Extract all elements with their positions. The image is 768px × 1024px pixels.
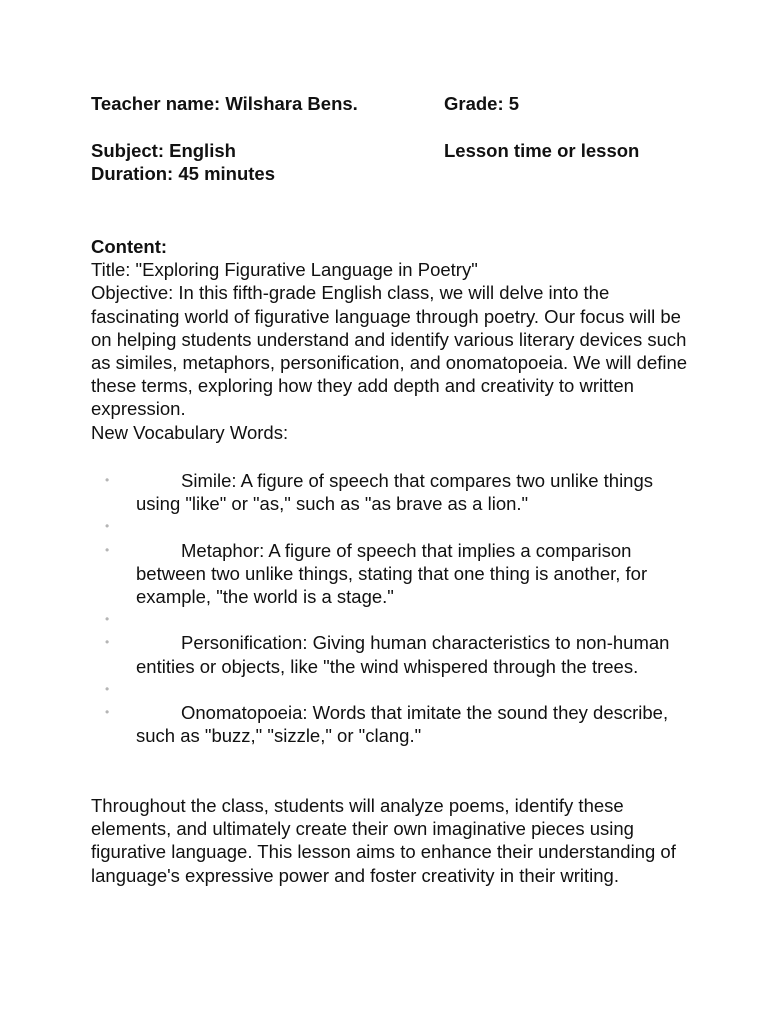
- vocabulary-heading: New Vocabulary Words:: [91, 421, 289, 443]
- objective-paragraph: Objective: In this fifth-grade English class, we will delve into the fascinating world of figurative language through poetry. Our focus will be on helping students understand and identify various literary devices such as similes, metaphors, personification, and onomatopoeia. We will define these terms, exploring how they add depth and creativity to written expression.: [91, 282, 688, 420]
- vocab-metaphor: Metaphor: A figure of speech that implies a comparison between two unlike things, stating that one thing is another, for example, "the world is a stage.": [136, 539, 648, 607]
- vocab-onomatopoeia: Onomatopoeia: Words that imitate the sound they describe, such as "buzz," "sizzle," or "clang.": [136, 701, 669, 747]
- empty-list-item: [91, 608, 671, 631]
- list-item: [91, 469, 671, 515]
- lesson-title: Title: "Exploring Figurative Language in Poetry": [91, 259, 478, 281]
- content-section: [91, 235, 691, 444]
- grade: Grade: 5: [444, 93, 520, 114]
- bullet-icon: •: [105, 473, 110, 487]
- bullet-icon: •: [105, 681, 110, 696]
- empty-list-item: [91, 515, 671, 538]
- vocabulary-list: [91, 469, 671, 747]
- empty-list-item: [91, 678, 671, 701]
- teacher-name: Teacher name: Wilshara Bens.: [91, 93, 358, 114]
- bullet-icon: •: [105, 612, 110, 627]
- list-item: [91, 701, 671, 747]
- bullet-icon: •: [105, 542, 110, 557]
- closing-paragraph: Throughout the class, students will analyze poems, identify these elements, and ultimately create their own imaginative pieces using figurative language. This lesson aims to enhance their understanding of language's expressive power and foster creativity in their writing.: [91, 795, 676, 886]
- list-item: [91, 631, 671, 677]
- subject: Subject: English: [91, 140, 236, 161]
- list-item: [91, 539, 671, 609]
- bullet-icon: •: [105, 519, 110, 534]
- lesson-time: Lesson time or lesson: [444, 140, 640, 161]
- bullet-icon: •: [105, 704, 110, 719]
- vocab-simile: Simile: A figure of speech that compares two unlike things using "like" or "as," such as "as brave as a lion.": [136, 470, 654, 515]
- duration: Duration: 45 minutes: [91, 163, 275, 184]
- content-heading: Content:: [91, 236, 168, 257]
- bullet-icon: •: [105, 635, 110, 650]
- vocab-personification: Personification: Giving human characteristics to non-human entities or objects, like "the wind whispered through the trees.: [136, 632, 670, 677]
